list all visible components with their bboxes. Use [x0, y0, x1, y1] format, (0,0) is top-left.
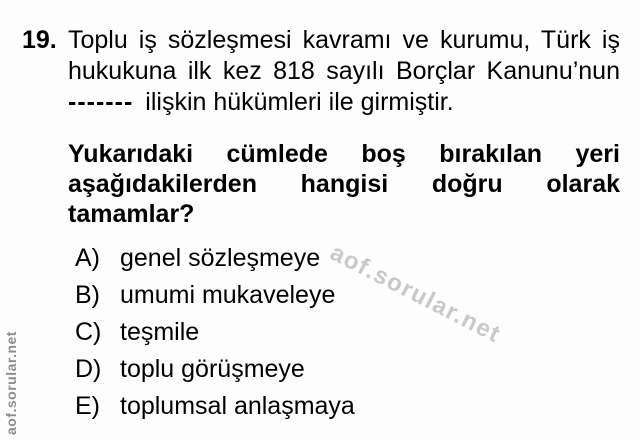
blank-dashes: ------- [68, 88, 134, 116]
intro-line-3-text: ilişkin hükümleri ile girmiştir. [145, 88, 454, 116]
option-e-text: toplumsal anlaşmaya [120, 392, 355, 420]
option-a-text: genel sözleşmeye [120, 244, 321, 272]
prompt-line-2: aşağıdakilerden hangisi doğru olarak [68, 170, 620, 198]
option-a [75, 246, 620, 271]
options-list [68, 246, 620, 419]
question-number: 19. [22, 26, 57, 54]
question-content [68, 25, 620, 431]
option-d-text: toplu görüşmeye [120, 355, 305, 383]
option-b [75, 283, 620, 308]
question-block [22, 25, 620, 431]
intro-line-2: hukukuna ilk kez 818 sayılı Borçlar Kanunu’nun [68, 57, 620, 85]
option-c-text: teşmile [120, 318, 200, 346]
watermark-vertical: aof.sorular.net [3, 331, 19, 435]
prompt-line-3: tamamlar? [68, 200, 195, 228]
option-c [75, 320, 620, 345]
question-intro [68, 25, 620, 118]
question-prompt [68, 139, 620, 229]
option-b-letter: B) [75, 281, 100, 309]
option-e [75, 394, 620, 419]
intro-line-1: Toplu iş sözleşmesi kavramı ve kurumu, Türk iş [68, 26, 620, 54]
option-e-letter: E) [75, 392, 100, 420]
option-d [75, 357, 620, 382]
option-a-letter: A) [75, 244, 100, 272]
option-d-letter: D) [75, 355, 102, 383]
prompt-line-1: Yukarıdaki cümlede boş bırakılan yeri [68, 140, 620, 168]
watermark-diagonal: aof.sorular.net [325, 239, 506, 349]
option-c-letter: C) [75, 318, 102, 346]
intro-line-3 [68, 87, 620, 118]
option-b-text: umumi mukaveleye [120, 281, 336, 309]
